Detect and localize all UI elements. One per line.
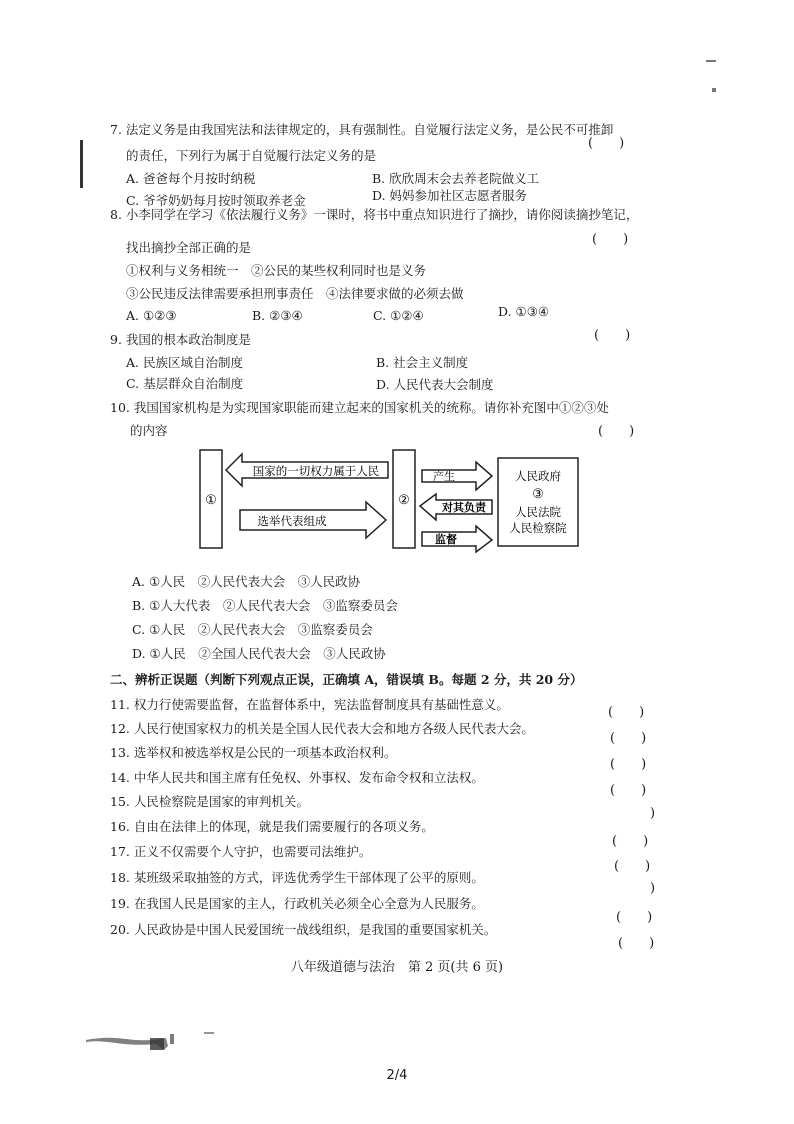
q9-answer-paren[interactable]: ( ) bbox=[594, 328, 631, 343]
judge-14-paren[interactable]: ( ) bbox=[610, 783, 647, 798]
diagram-arrow-top-label: 国家的一切权力属于人民 bbox=[252, 464, 380, 478]
q8-option-a: A. ①②③ bbox=[126, 308, 177, 323]
judge-item-16: 16. 自由在法律上的体现，就是我们需要履行的各项义务。 bbox=[110, 819, 434, 834]
diagram-right-line1: 人民政府 bbox=[515, 469, 561, 483]
scan-mark bbox=[712, 88, 716, 92]
diagram-box2-label: ② bbox=[398, 493, 410, 508]
judge-11-paren[interactable]: ( ) bbox=[608, 705, 645, 720]
diagram-box1-label: ① bbox=[205, 493, 217, 508]
judge-item-11: 11. 权力行使需要监督，在监督体系中，宪法监督制度具有基础性意义。 bbox=[110, 697, 509, 712]
state-organs-diagram bbox=[196, 446, 596, 554]
q8-answer-paren[interactable]: ( ) bbox=[592, 232, 629, 247]
diagram-right-line4: 人民检察院 bbox=[509, 521, 567, 535]
judge-15-paren-partial[interactable]: ) bbox=[650, 806, 656, 821]
section2-heading: 二、辨析正误题（判断下列观点正误，正确填 A，错误填 B。每题 2 分，共 20 分） bbox=[110, 672, 583, 687]
judge-item-14: 14. 中华人民共和国主席有任免权、外事权、发布命令权和立法权。 bbox=[110, 770, 484, 785]
page-footer: 八年级道德与法治 第 2 页(共 6 页) bbox=[290, 960, 504, 975]
diagram-arrow-bottom-label: 选举代表组成 bbox=[257, 514, 327, 528]
judge-20-paren[interactable]: ( ) bbox=[618, 936, 655, 951]
q10-option-c: C. ①人民 ②人民代表大会 ③监察委员会 bbox=[132, 622, 373, 637]
judge-19-paren[interactable]: ( ) bbox=[616, 910, 653, 925]
q7-option-c: C. 爷爷奶奶每月按时领取养老金 bbox=[126, 193, 306, 208]
judge-item-19: 19. 在我国人民是国家的主人，行政机关必须全心全意为人民服务。 bbox=[110, 896, 484, 911]
diagram-right-line2: ③ bbox=[532, 487, 544, 502]
q10-stem-line1: 10. 我国国家机构是为实现国家职能而建立起来的国家机关的统称。请你补充图中①②③处 bbox=[110, 400, 609, 415]
judge-item-18: 18. 某班级采取抽签的方式，评选优秀学生干部体现了公平的原则。 bbox=[110, 870, 484, 885]
judge-18-paren-partial[interactable]: ) bbox=[650, 881, 656, 896]
judge-item-15: 15. 人民检察院是国家的审判机关。 bbox=[110, 794, 309, 809]
q9-option-c: C. 基层群众自治制度 bbox=[126, 376, 244, 391]
judge-16-paren[interactable]: ( ) bbox=[612, 834, 649, 849]
scan-smudge bbox=[86, 1030, 216, 1052]
q9-option-b: B. 社会主义制度 bbox=[376, 355, 469, 370]
q8-item-line2: ③公民违反法律需要承担刑事责任 ④法律要求做的必须去做 bbox=[126, 286, 464, 301]
scan-mark bbox=[80, 140, 83, 188]
q7-option-a: A. 爸爸每个月按时纳税 bbox=[126, 171, 256, 186]
q7-stem-line1: 7. 法定义务是由我国宪法和法律规定的，具有强制性。自觉履行法定义务，是公民不可推卸 bbox=[110, 122, 614, 137]
q9-option-a: A. 民族区域自治制度 bbox=[126, 355, 243, 370]
q7-option-d: D. 妈妈参加社区志愿者服务 bbox=[372, 188, 528, 203]
judge-12-paren[interactable]: ( ) bbox=[610, 731, 647, 746]
q10-stem-line2: 的内容 bbox=[130, 423, 168, 438]
judge-item-20: 20. 人民政协是中国人民爱国统一战线组织，是我国的重要国家机关。 bbox=[110, 922, 497, 937]
judge-item-17: 17. 正义不仅需要个人守护，也需要司法维护。 bbox=[110, 844, 372, 859]
q9-stem: 9. 我国的根本政治制度是 bbox=[110, 332, 251, 347]
judge-item-12: 12. 人民行使国家权力的机关是全国人民代表大会和地方各级人民代表大会。 bbox=[110, 721, 534, 736]
q8-stem-line2: 找出摘抄全部正确的是 bbox=[126, 240, 252, 255]
judge-17-paren[interactable]: ( ) bbox=[614, 859, 651, 874]
q10-answer-paren[interactable]: ( ) bbox=[598, 424, 635, 439]
judge-13-paren[interactable]: ( ) bbox=[610, 757, 647, 772]
q8-stem-line1: 8. 小李同学在学习《依法履行义务》一课时，将书中重点知识进行了摘抄，请你阅读摘抄笔记， bbox=[110, 207, 639, 222]
q10-option-a: A. ①人民 ②人民代表大会 ③人民政协 bbox=[132, 574, 361, 589]
diagram-supervise-label: 监督 bbox=[435, 533, 457, 546]
q8-option-b: B. ②③④ bbox=[252, 308, 303, 323]
q7-option-b: B. 欣欣周末会去养老院做义工 bbox=[372, 171, 540, 186]
judge-item-13: 13. 选举权和被选举权是公民的一项基本政治权利。 bbox=[110, 745, 397, 760]
q8-item-line1: ①权利与义务相统一 ②公民的某些权利同时也是义务 bbox=[126, 263, 427, 278]
q8-option-d: D. ①③④ bbox=[498, 304, 550, 319]
q8-option-c: C. ①②④ bbox=[373, 308, 424, 323]
diagram-produce-label: 产生 bbox=[433, 470, 455, 483]
page-number: 2/4 bbox=[386, 1068, 408, 1083]
q7-stem-line2: 的责任，下列行为属于自觉履行法定义务的是 bbox=[126, 148, 377, 163]
q7-answer-paren[interactable]: ( ) bbox=[588, 136, 625, 151]
diagram-responsible-label: 对其负责 bbox=[442, 501, 486, 514]
q10-option-d: D. ①人民 ②全国人民代表大会 ③人民政协 bbox=[132, 646, 386, 661]
scan-mark bbox=[706, 60, 716, 62]
q10-option-b: B. ①人大代表 ②人民代表大会 ③监察委员会 bbox=[132, 598, 398, 613]
diagram-right-line3: 人民法院 bbox=[515, 505, 561, 519]
q9-option-d: D. 人民代表大会制度 bbox=[376, 377, 494, 392]
